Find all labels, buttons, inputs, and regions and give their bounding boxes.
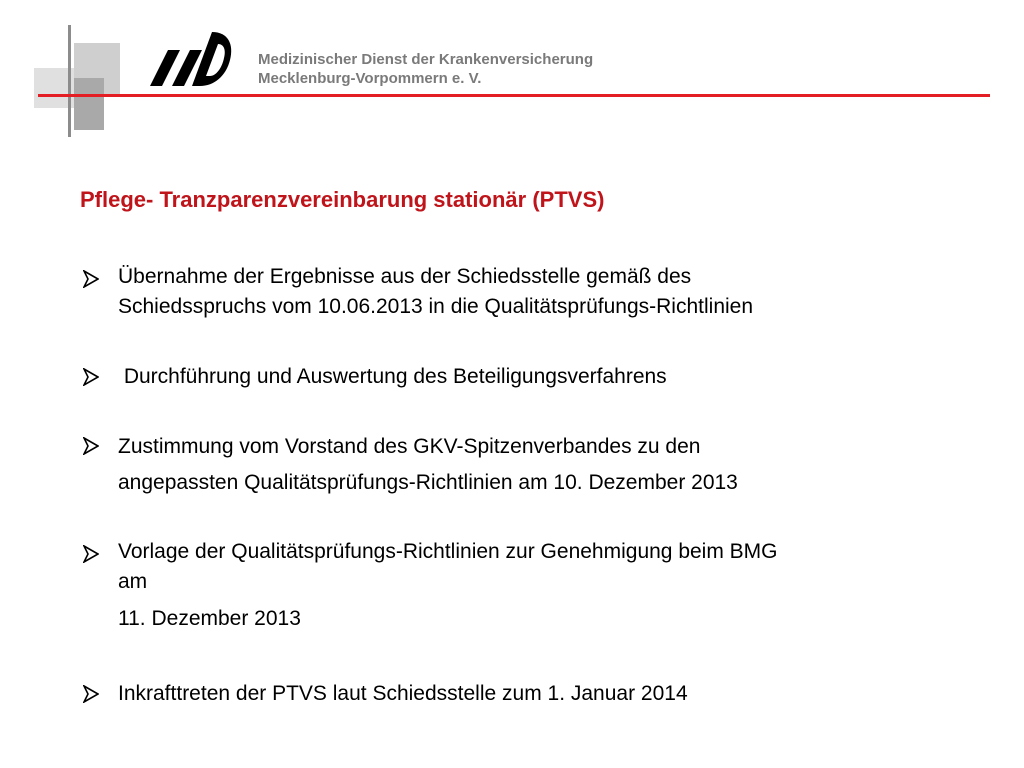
arrowhead-bullet-icon bbox=[83, 270, 99, 288]
bullet-text-line: am bbox=[118, 570, 148, 593]
bullet-text-line: 11. Dezember 2013 bbox=[118, 607, 301, 630]
arrowhead-bullet-icon bbox=[83, 368, 99, 386]
bullet-list bbox=[80, 262, 960, 710]
decorative-square bbox=[74, 78, 104, 130]
bullet-text-line: Durchführung und Auswertung des Beteiligungsverfahrens bbox=[118, 365, 667, 388]
bullet-text-line: angepassten Qualitätsprüfungs-Richtlinien am 10. Dezember 2013 bbox=[118, 471, 738, 494]
bullet-item bbox=[80, 262, 960, 322]
organization-line-1: Medizinischer Dienst der Krankenversicherung bbox=[258, 51, 594, 68]
bullet-text-line: Vorlage der Qualitätsprüfungs-Richtlinien zur Genehmigung beim BMG bbox=[118, 540, 778, 563]
bullet-text-line: Übernahme der Ergebnisse aus der Schiedsstelle gemäß des bbox=[118, 265, 692, 288]
organization-line-2: Mecklenburg-Vorpommern e. V. bbox=[258, 70, 482, 87]
organization-name bbox=[258, 50, 593, 88]
arrowhead-bullet-icon bbox=[83, 437, 99, 455]
slide-title: Pflege- Tranzparenzvereinbarung stationär (PTVS) bbox=[80, 187, 605, 212]
arrowhead-bullet-icon bbox=[83, 685, 99, 703]
decorative-vertical-line bbox=[68, 25, 71, 137]
bullet-item bbox=[80, 677, 960, 710]
arrowhead-bullet-icon bbox=[83, 545, 99, 563]
bullet-item bbox=[80, 537, 960, 641]
bullet-item bbox=[80, 429, 960, 501]
bullet-text-line: Zustimmung vom Vorstand des GKV-Spitzenverbandes zu den bbox=[118, 435, 701, 458]
header-divider bbox=[38, 94, 990, 97]
bullet-text-line: Schiedsspruchs vom 10.06.2013 in die Qualitätsprüfungs-Richtlinien bbox=[118, 295, 754, 318]
bullet-text-line: Inkrafttreten der PTVS laut Schiedsstelle zum 1. Januar 2014 bbox=[118, 682, 688, 705]
mdk-logo-icon bbox=[148, 30, 234, 88]
bullet-item bbox=[80, 360, 960, 393]
